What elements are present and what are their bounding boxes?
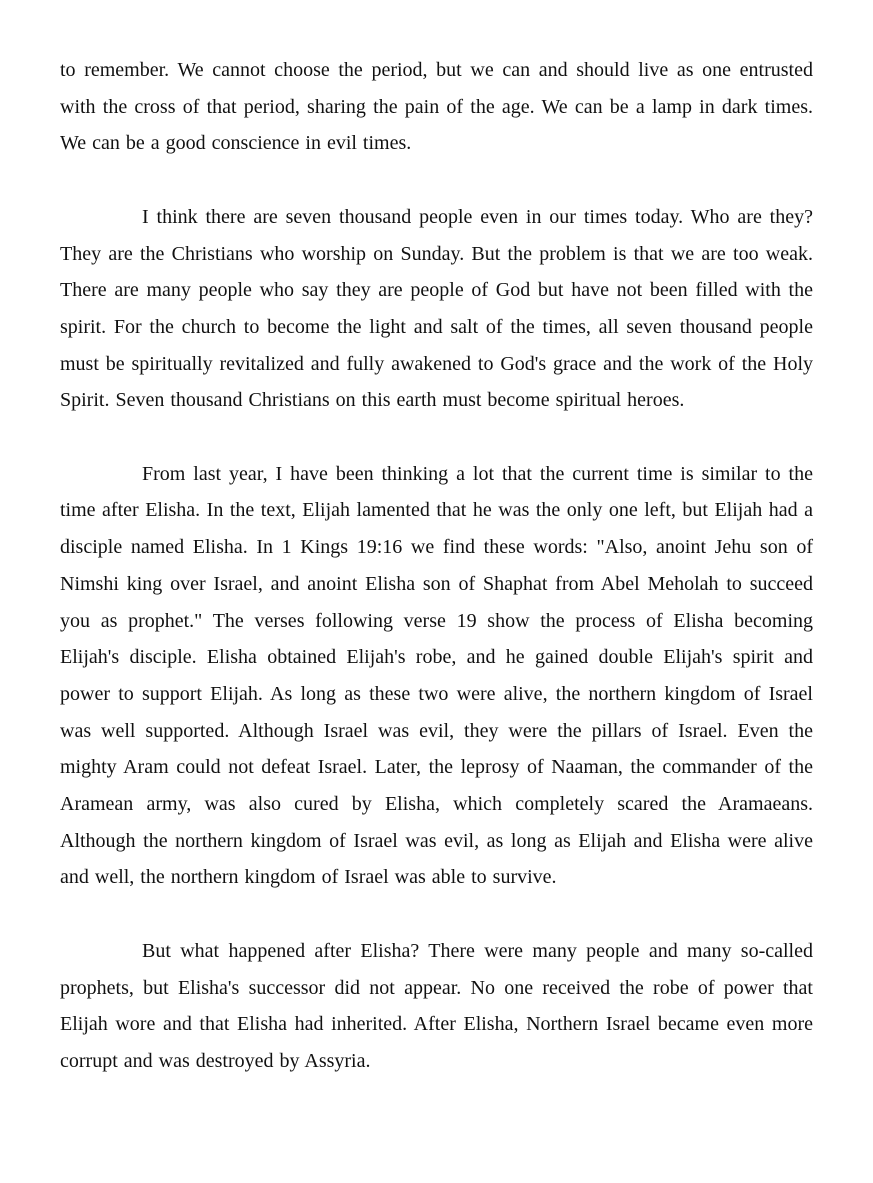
paragraph-what-happened: But what happened after Elisha? There were many people and many so-called prophets, but Elisha's successor did not appear. No one received the robe of power that Elijah wore and that Elisha had inherited. After Elisha, Northern Israel became even more corrupt and was destroyed by Assyria. bbox=[60, 939, 813, 1072]
paragraph-continuation: to remember. We cannot choose the period, but we can and should live as one entrusted with the cross of that period, sharing the pain of the age. We can be a lamp in dark times. We can be a good conscience in evil times. bbox=[60, 59, 813, 155]
paragraph-after-elisha: From last year, I have been thinking a lot that the current time is similar to the time after Elisha. In the text, Elijah lamented that he was the only one left, but Elijah had a disciple named Elisha. In 1 Kings 19:16 we find these words: "Also, anoint Jehu son of Nimshi king over Israel, and anoint Elisha son of Shaphat from Abel Meholah to succeed you as prophet." The verses following verse 19 show the process of Elisha becoming Elijah's disciple. Elisha obtained Elijah's robe, and he gained double Elijah's spirit and power to support Elijah. As long as these two were alive, the northern kingdom of Israel was well supported. Although Israel was evil, they were the pillars of Israel. Even the mighty Aram could not defeat Israel. Later, the leprosy of Naaman, the commander of the Aramean army, was also cured by Elisha, which completely scared the Aramaeans. Although the northern kingdom of Israel was evil, as long as Elijah and Elisha were alive and well, the northern kingdom of Israel was able to survive. bbox=[60, 462, 813, 889]
document-page bbox=[60, 52, 813, 1080]
paragraph-seven-thousand: I think there are seven thousand people even in our times today. Who are they? They are the Christians who worship on Sunday. But the problem is that we are too weak. There are many people who say they are people of God but have not been filled with the spirit. For the church to become the light and salt of the times, all seven thousand people must be spiritually revitalized and fully awakened to God's grace and the work of the Holy Spirit. Seven thousand Christians on this earth must become spiritual heroes. bbox=[60, 205, 813, 412]
